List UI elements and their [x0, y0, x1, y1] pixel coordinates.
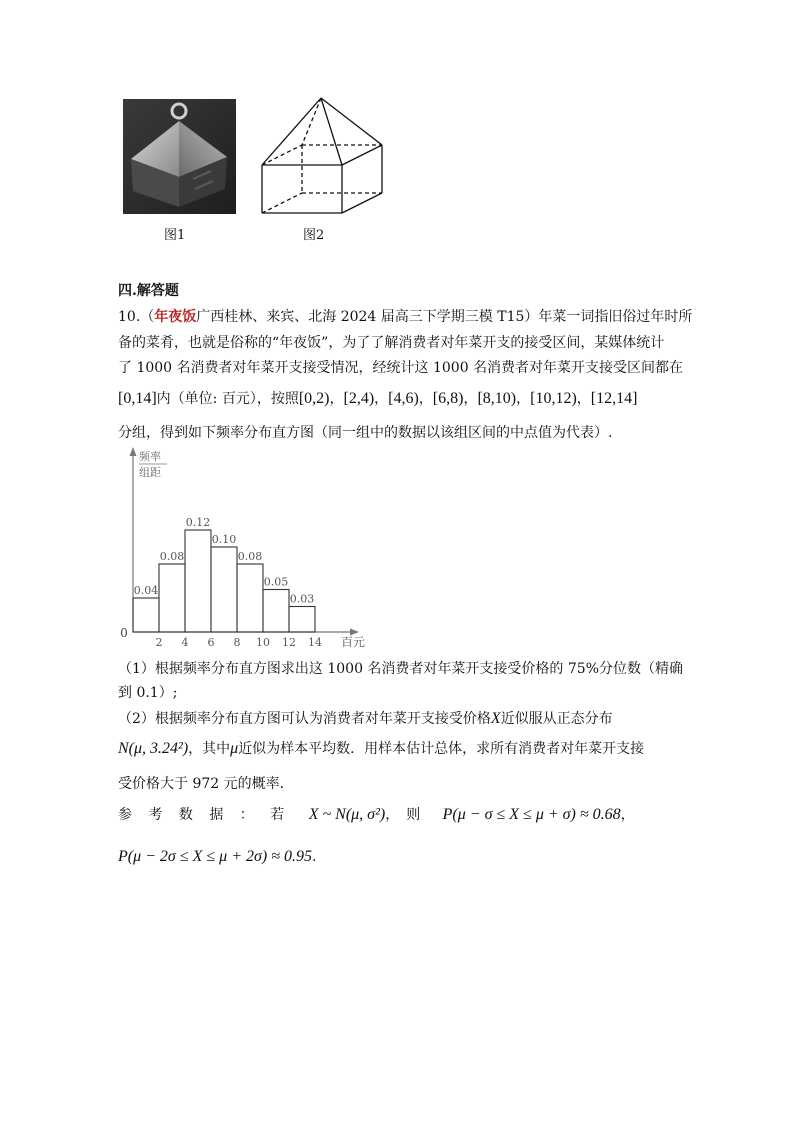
symbol-mu: μ — [230, 740, 239, 757]
origin-label: 0 — [120, 626, 128, 640]
x-tick-label: 10 — [256, 636, 270, 649]
question-2-line-2 — [118, 740, 644, 758]
x-tick-label: 14 — [308, 636, 322, 649]
histogram-bar — [263, 590, 289, 633]
x-tick-label: 8 — [233, 636, 241, 649]
question-1-line-2: 到 0.1）; — [118, 685, 178, 701]
bar-value-label: 0.08 — [159, 550, 185, 563]
problem-line-2: 备的菜肴，也就是俗称的“年夜饭”，为了了解消费者对年菜开支的接受区间，某媒体统计 — [118, 335, 665, 351]
bar-value-label: 0.03 — [289, 592, 315, 606]
histogram-bar — [185, 530, 211, 632]
open-paren: （ — [140, 309, 155, 325]
variable-x: X — [490, 710, 501, 727]
interval-5: [8,10) — [477, 390, 517, 407]
problem-source: 广西桂林、来宾、北海 2024 届高三下学期三模 T15） — [196, 309, 539, 325]
range-interval: [0,14] — [118, 390, 157, 407]
normal-distribution: N(μ, 3.24²) — [118, 740, 189, 757]
problem-line-5: 分组，得到如下频率分布直方图（同一组中的数据以该组区间的中点值为代表）. — [118, 425, 613, 441]
figure-1-photo — [123, 99, 236, 214]
problem-number: 10. — [118, 309, 141, 325]
problem-line-1-rest: 年菜一词指旧俗过年时所 — [538, 309, 693, 325]
reference-condition: X ~ N(μ, σ²) — [308, 806, 386, 823]
bar-value-label: 0.08 — [237, 550, 263, 563]
reference-p2: P(μ − 2σ ≤ X ≤ μ + 2σ) ≈ 0.95 — [118, 848, 312, 865]
x-tick-label: 12 — [282, 636, 296, 649]
interval-7: [12,14] — [590, 390, 638, 407]
y-axis-arrow — [130, 447, 137, 456]
bar-value-label: 0.10 — [211, 533, 237, 546]
question-2-text-b: 近似服从正态分布 — [500, 711, 613, 727]
reference-line-2: P(μ − 2σ ≤ X ≤ μ + 2σ) ≈ 0.95. — [118, 848, 317, 865]
problem-line-4-mid: 内（单位: 百元），按照 — [156, 391, 299, 407]
bar-value-label: 0.05 — [263, 575, 289, 589]
reference-p1: P(μ − σ ≤ X ≤ μ + σ) ≈ 0.68 — [442, 806, 621, 823]
problem-tag: 年夜饭 — [154, 309, 197, 325]
reference-then: ， 则 — [385, 807, 421, 823]
problem-line-4: [0,14]内（单位: 百元），按照[0,2)，[2,4)，[4,6)，[6,8)，[8,10)，[10,12)，[12,14] — [118, 390, 638, 407]
figure-1-caption: 图1 — [164, 228, 186, 243]
question-2-line-1 — [118, 710, 613, 728]
interval-6: [10,12) — [530, 390, 577, 407]
bar-value-label: 0.04 — [133, 584, 159, 597]
bar-value-label: 0.12 — [185, 516, 211, 529]
x-tick-label: 6 — [207, 636, 215, 649]
histogram-chart — [115, 447, 395, 652]
problem-line-1 — [118, 308, 692, 326]
y-axis-label-bottom: 组距 — [139, 466, 161, 479]
interval-1: [0,2) — [298, 390, 330, 407]
interval-3: [4,6) — [388, 390, 419, 407]
y-axis-label-top: 频率 — [139, 450, 161, 463]
question-2-text-c: ，其中 — [188, 741, 231, 757]
histogram-bar — [159, 564, 185, 632]
question-2-line-3: 受价格大于 972 元的概率． — [118, 776, 294, 792]
section-title: 四.解答题 — [118, 283, 179, 299]
x-axis-label: 百元 — [340, 635, 365, 649]
histogram-bar — [289, 607, 315, 633]
interval-4: [6,8) — [432, 390, 464, 407]
problem-line-3: 了 1000 名消费者对年菜开支接受情况，经统计这 1000 名消费者对年菜开支接受区间都在 — [118, 360, 684, 376]
figure-2-caption: 图2 — [303, 228, 325, 243]
reference-label: 参 考 数 据 ： 若 — [118, 807, 291, 823]
figure-2-diagram — [255, 93, 390, 218]
question-2-text-d: 近似为样本平均数．用样本估计总体，求所有消费者对年菜开支接 — [238, 741, 645, 757]
reference-line-1 — [118, 806, 666, 824]
histogram-bar — [211, 547, 237, 632]
x-tick-label: 4 — [181, 636, 189, 649]
interval-2: [2,4) — [343, 390, 375, 407]
question-2-text-a: （2）根据频率分布直方图可认为消费者对年菜开支接受价格 — [118, 711, 491, 727]
reference-comma: ， — [620, 807, 635, 823]
question-1-line-1: （1）根据频率分布直方图求出这 1000 名消费者对年菜开支接受价格的 75%分位数（精确 — [118, 661, 684, 677]
histogram-bar — [133, 598, 159, 632]
histogram-bar — [237, 564, 263, 632]
x-tick-label: 2 — [155, 636, 163, 649]
